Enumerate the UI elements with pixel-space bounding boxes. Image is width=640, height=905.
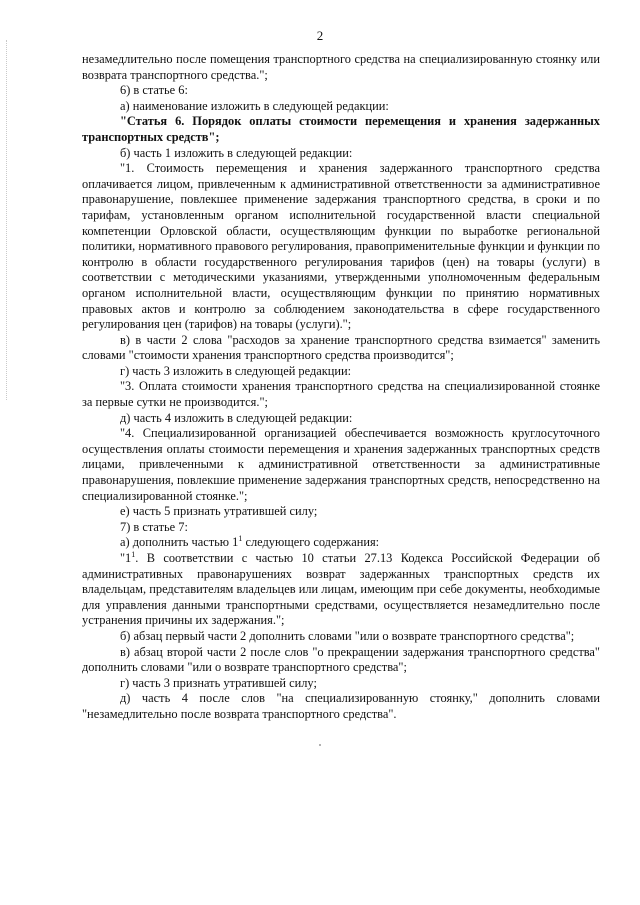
paragraph: д) часть 4 после слов "на специализированную стоянку," дополнить словами "незамедлительно после возврата транспортного средства". bbox=[82, 691, 600, 721]
paragraph: 6) в статье 6: bbox=[120, 83, 188, 98]
scan-speck bbox=[319, 744, 321, 746]
paragraph: "1. Стоимость перемещения и хранения задержанного транспортного средства оплачивается лицом, привлеченным к административной ответственности за административное правонарушение, повлекшее применение задержания транспортного средства, в сроки и по тарифам, установленным органом исполнительной государственной власти специальной компетенции Орловской области, осуществляющим функции по выработке региональной политики, нормативного правового регулирования, правоприменительные функции и функции по контролю в области государственного регулирования тарифов (цен) на товары (услуги) в соответствии с методическими указаниями, утвержденными уполномоченным федеральным органом исполнительной власти, осуществляющим функции по принятию нормативных правовых актов и контролю за соблюдением законодательства в сфере государственного регулирования цен (тарифов) на товары (услуги)."; bbox=[82, 161, 600, 332]
paragraph: б) абзац первый части 2 дополнить словами "или о возврате транспортного средства"; bbox=[120, 628, 575, 643]
superscript: 1 bbox=[238, 534, 243, 544]
paragraph: г) часть 3 признать утратившей силу; bbox=[120, 675, 317, 690]
paragraph: г) часть 3 изложить в следующей редакции: bbox=[120, 363, 352, 378]
paragraph: а) наименование изложить в следующей редакции: bbox=[120, 98, 389, 113]
scan-edge-mark bbox=[6, 40, 8, 400]
text-run: "1 bbox=[120, 551, 132, 565]
paragraph bbox=[82, 551, 600, 629]
superscript: 1 bbox=[131, 549, 136, 559]
paragraph: б) часть 1 изложить в следующей редакции: bbox=[120, 145, 353, 160]
paragraph: в) абзац второй части 2 после слов "о прекращении задержания транспортного средства" дополнить словами "или о возврате транспортного средства"; bbox=[82, 644, 600, 675]
paragraph: д) часть 4 изложить в следующей редакции: bbox=[120, 410, 353, 425]
paragraph: 7) в статье 7: bbox=[120, 519, 188, 534]
paragraph: е) часть 5 признать утратившей силу; bbox=[120, 504, 318, 519]
text-run: . В соответствии с частью 10 статьи 27.13 Кодекса Российской Федерации об административных правонарушениях возврат задержанных транспортных средств их владельцам, представителям владельцев или лицам, имеющим при себе документы, необходимые для управления данными транспортными средствами, осуществляется незамедлительно после устранения причины их задержания."; bbox=[82, 551, 600, 628]
paragraph: незамедлительно после помещения транспортного средства на специализированную стоянку или возврата транспортного средства."; bbox=[82, 52, 600, 82]
paragraph bbox=[82, 535, 600, 551]
paragraph: в) в части 2 слова "расходов за хранение транспортного средства взимается" заменить словами "стоимости хранения транспортного средства производится"; bbox=[82, 332, 600, 363]
document-body bbox=[82, 52, 600, 723]
article-heading: "Статья 6. Порядок оплаты стоимости перемещения и хранения задержанных транспортных средств"; bbox=[82, 114, 600, 144]
text-run: а) дополнить частью 1 bbox=[120, 535, 239, 550]
text-run: следующего содержания: bbox=[242, 535, 380, 550]
page-number: 2 bbox=[316, 28, 324, 43]
paragraph: "3. Оплата стоимости хранения транспортного средства на специализированной стоянке за первые сутки не производится."; bbox=[82, 379, 600, 410]
paragraph: "4. Специализированной организацией обеспечивается возможность круглосуточного осуществления оплаты стоимости перемещения и хранения задержанных транспортных средств лицами, привлеченными к административной ответственности за административные правонарушения, повлекшие применение задержания транспортных средств, непосредственно на специализированной стоянке."; bbox=[82, 426, 600, 503]
